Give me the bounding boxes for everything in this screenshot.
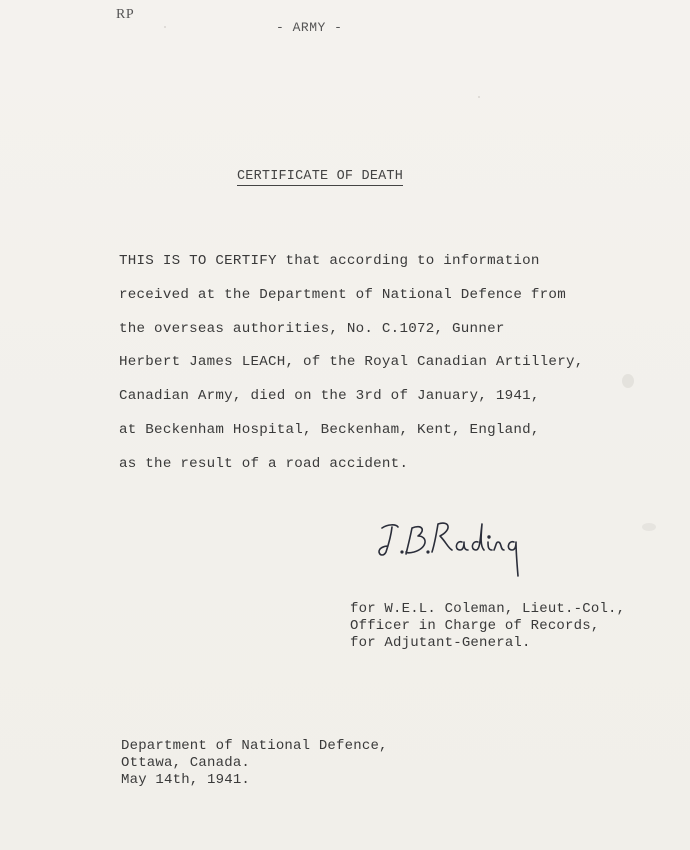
handwritten-signature <box>376 518 556 580</box>
signature-icon <box>376 518 556 580</box>
issue-date: May 14th, 1941. <box>121 772 251 788</box>
signatory-block <box>350 601 625 652</box>
body-line: at Beckenham Hospital, Beckenham, Kent, England, <box>119 421 540 438</box>
body-line: Herbert James LEACH, of the Royal Canadian Artillery, <box>119 354 584 371</box>
paper-speck <box>164 26 166 28</box>
certificate-body <box>119 251 679 488</box>
body-line: THIS IS TO CERTIFY that according to information <box>119 253 540 269</box>
certificate-title: CERTIFICATE OF DEATH <box>237 169 404 184</box>
body-line: the overseas authorities, No. C.1072, Gunner <box>119 320 505 337</box>
footer-line: Ottawa, Canada. <box>121 755 251 771</box>
issuing-office-block <box>121 738 388 789</box>
paper-speck <box>478 96 480 98</box>
body-line: Canadian Army, died on the 3rd of January, 1941, <box>119 388 540 405</box>
corner-mark: RP <box>116 7 135 22</box>
signatory-line: Officer in Charge of Records, <box>350 618 600 634</box>
footer-line: Department of National Defence, <box>121 738 388 754</box>
body-line: as the result of a road accident. <box>119 455 409 472</box>
signatory-line: for Adjutant-General. <box>350 635 531 651</box>
paper-stain <box>642 523 656 531</box>
signatory-line: for W.E.L. Coleman, Lieut.-Col., <box>350 601 626 617</box>
body-line: received at the Department of National Defence from <box>119 286 566 303</box>
department-header: - ARMY - <box>276 20 343 35</box>
